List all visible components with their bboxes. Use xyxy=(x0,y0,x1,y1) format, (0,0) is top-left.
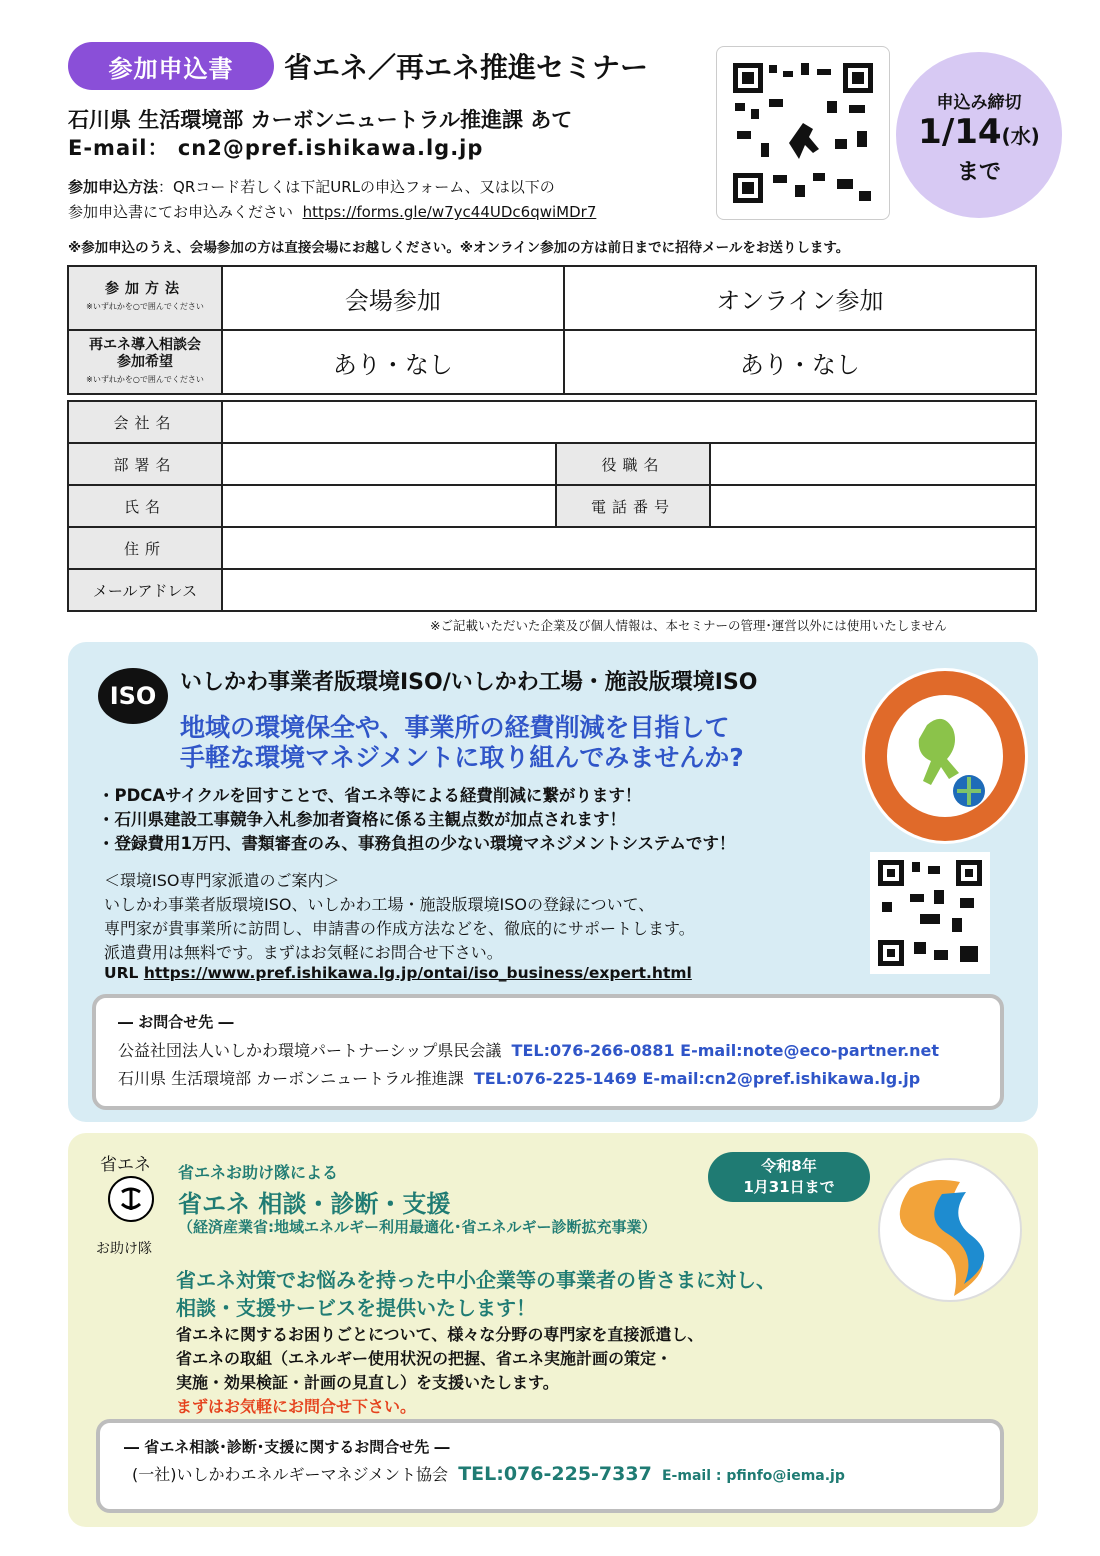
application-method xyxy=(68,176,555,197)
option-venue[interactable]: 会場参加 xyxy=(222,266,564,330)
deadline-label: 申込み締切 xyxy=(936,93,1022,113)
energy-contact-heading: ― 省エネ相談･診断･支援に関するお問合せ先 ― xyxy=(124,1438,450,1456)
iso-text-line: 専門家が貴事業所に訪問し、申請書の作成方法などを、徹底的にサポートします。 xyxy=(104,919,695,938)
participation-method-header xyxy=(68,266,222,330)
energy-logo-bottom: お助け隊 xyxy=(96,1241,152,1257)
iso-contact-1-tel[interactable]: TEL:076-266-0881 E-mail:note@eco-partner.net xyxy=(511,1041,940,1060)
deadline-date-value: 1/14 xyxy=(918,112,1002,152)
company-label: 会社名 xyxy=(68,401,222,443)
header-email[interactable]: E-mail： cn2@pref.ishikawa.lg.jp xyxy=(68,136,484,160)
participation-method-label: 参加方法 xyxy=(105,281,185,297)
energy-text-line: 実施・効果検証・計画の見直し）を支援いたします。 xyxy=(176,1373,559,1392)
iso-contact-1 xyxy=(118,1038,939,1061)
iso-bullet: ・PDCAサイクルを回すことで、省エネ等による経費削減に繋がります！ xyxy=(98,786,642,805)
energy-title-1: 省エネお助け隊による xyxy=(178,1163,339,1182)
participation-table xyxy=(67,265,1037,395)
energy-title-3: （経済産業省:地域エネルギー利用最適化･省エネルギー診断拡充事業） xyxy=(178,1218,657,1236)
iema-logo-icon xyxy=(878,1158,1022,1302)
mail-label: メールアドレス xyxy=(68,569,222,611)
deadline-badge xyxy=(896,52,1062,218)
iso-bullet: ・登録費用1万円、書類審査のみ、事務負担の少ない環境マネジメントシステムです！ xyxy=(98,834,736,853)
iso-text-line: いしかわ事業者版環境ISO、いしかわ工場・施設版環境ISOの登録について、 xyxy=(104,895,655,914)
iso-emblem-icon xyxy=(862,668,1028,844)
applicant-info-table xyxy=(67,400,1037,612)
energy-call-to-action: まずはお気軽にお問合せ下さい。 xyxy=(176,1397,417,1416)
mail-field[interactable] xyxy=(222,569,1036,611)
iso-subtitle-1: 地域の環境保全や、事業所の経費削減を目指して xyxy=(180,713,730,742)
consultation-note: ※いずれかを○で囲んでください xyxy=(86,374,204,384)
application-method-2 xyxy=(68,201,596,222)
privacy-note: ※ご記載いただいた企業及び個人情報は、本セミナーの管理･運営以外には使用いたしません xyxy=(430,618,947,633)
iso-contact-heading: ― お問合せ先 ― xyxy=(118,1013,234,1031)
energy-badge-line-2: 1月31日まで xyxy=(743,1178,835,1196)
energy-contact-mail[interactable]: E-mail : pfinfo@iema.jp xyxy=(661,1468,845,1484)
iso-contact-2 xyxy=(118,1066,920,1089)
consultation-online-yes-no[interactable]: あり・なし xyxy=(564,330,1036,394)
phone-field[interactable] xyxy=(710,485,1036,527)
address-field[interactable] xyxy=(222,527,1036,569)
iso-contact-1-org: 公益社団法人いしかわ環境パートナーシップ県民会議 xyxy=(118,1041,502,1060)
department-field[interactable] xyxy=(222,443,556,485)
iso-contact-2-org: 石川県 生活環境部 カーボンニュートラル推進課 xyxy=(118,1069,464,1088)
energy-contact-tel[interactable]: TEL:076-225-7337 xyxy=(458,1463,652,1485)
energy-statement-1: 省エネ対策でお悩みを持った中小企業等の事業者の皆さまに対し、 xyxy=(176,1268,776,1292)
energy-text-line: 省エネの取組（エネルギー使用状況の把握、省エネ実施計画の策定・ xyxy=(176,1349,673,1368)
addressee: 石川県 生活環境部 カーボンニュートラル推進課 あて xyxy=(68,108,573,132)
form-title-badge: 参加申込書 xyxy=(68,42,274,90)
energy-title-2: 省エネ 相談・診断・支援 xyxy=(178,1190,451,1218)
option-online[interactable]: オンライン参加 xyxy=(564,266,1036,330)
address-label: 住所 xyxy=(68,527,222,569)
iso-title: いしかわ事業者版環境ISO/いしかわ工場・施設版環境ISO xyxy=(180,670,758,695)
name-label: 氏名 xyxy=(68,485,222,527)
method-text-1: ：QRコード若しくは下記URLの申込フォーム、又は以下の xyxy=(158,178,555,196)
energy-contact-org: (一社)いしかわエネルギーマネジメント協会 xyxy=(132,1465,449,1484)
iso-logo-icon: ISO xyxy=(98,668,168,724)
participation-note: ※参加申込のうえ、会場参加の方は直接会場にお越しください。※オンライン参加の方は前日までに招待メールをお送りします。 xyxy=(68,240,850,256)
consultation-venue-yes-no[interactable]: あり・なし xyxy=(222,330,564,394)
company-field[interactable] xyxy=(222,401,1036,443)
iso-url xyxy=(104,964,692,982)
iso-contact-2-tel[interactable]: TEL:076-225-1469 E-mail:cn2@pref.ishikawa.lg.jp xyxy=(473,1069,921,1088)
department-label: 部署名 xyxy=(68,443,222,485)
phone-label: 電話番号 xyxy=(556,485,710,527)
form-url-link[interactable]: https://forms.gle/w7yc44UDc6qwiMDr7 xyxy=(302,203,597,221)
iso-emblem-inner xyxy=(887,695,1003,817)
deadline-date xyxy=(896,113,1062,155)
iso-subtitle-2: 手軽な環境マネジメントに取り組んでみませんか? xyxy=(180,743,744,772)
consultation-header xyxy=(68,330,222,394)
deadline-weekday: (水) xyxy=(1001,124,1040,148)
deadline-suffix: まで xyxy=(956,160,1001,185)
iso-bullet: ・石川県建設工事競争入札参加者資格に係る主観点数が加点されます！ xyxy=(98,810,626,829)
seminar-title: 省エネ／再エネ推進セミナー xyxy=(284,51,649,84)
participation-method-note: ※いずれかを○で囲んでください xyxy=(86,302,204,311)
qr-code-icon[interactable] xyxy=(716,46,890,220)
position-field[interactable] xyxy=(710,443,1036,485)
iso-url-label: URL xyxy=(104,964,139,982)
energy-contact xyxy=(132,1462,845,1485)
method-label: 参加申込方法 xyxy=(68,178,159,196)
method-text-2: 参加申込書にてお申込みください xyxy=(68,203,294,221)
position-label: 役職名 xyxy=(556,443,710,485)
consultation-label-1: 再エネ導入相談会 xyxy=(89,336,201,353)
energy-statement-2: 相談・支援サービスを提供いたします！ xyxy=(176,1296,536,1320)
energy-badge-line-1: 令和8年 xyxy=(761,1157,817,1175)
iso-text-line: 派遣費用は無料です。まずはお気軽にお問合せ下さい。 xyxy=(104,943,503,962)
iso-url-link[interactable]: https://www.pref.ishikawa.lg.jp/ontai/iso_business/expert.html xyxy=(143,964,692,982)
energy-logo-icon xyxy=(108,1176,154,1222)
name-field[interactable] xyxy=(222,485,556,527)
iso-text-line: ＜環境ISO専門家派遣のご案内＞ xyxy=(104,871,340,890)
energy-text-line: 省エネに関するお困りごとについて、様々な分野の専門家を直接派遣し、 xyxy=(176,1325,704,1344)
energy-logo-top: 省エネ xyxy=(100,1155,151,1175)
consultation-label-2: 参加希望 xyxy=(117,353,173,370)
iso-qr-code-icon[interactable] xyxy=(870,852,990,974)
energy-deadline-badge xyxy=(708,1152,870,1202)
